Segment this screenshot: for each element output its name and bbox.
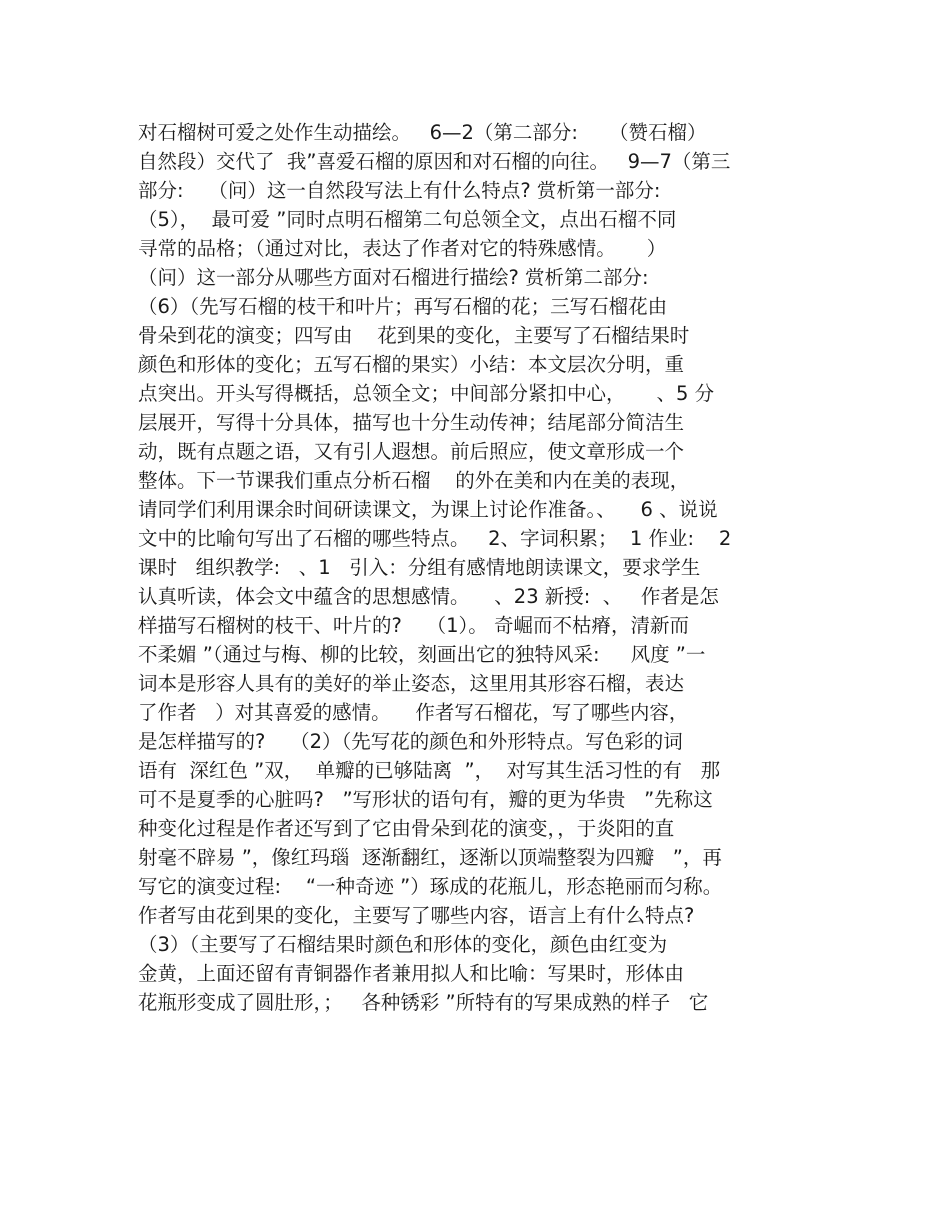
text-line-2: 自然段）交代了 我”喜爱石榴的原因和对石榴的向往。 9—7（第三 xyxy=(138,150,731,173)
text-line-17: 认真听读，体会文中蕴含的思想感情。 、23 新授: 、 作者是怎 xyxy=(138,585,719,608)
text-line-6: （问）这一部分从哪些方面对石榴进行描绘? 赏析第二部分: xyxy=(138,266,649,289)
text-line-25: 种变化过程是作者还写到了它由骨朵到花的演变，，于炎阳的直 xyxy=(138,817,675,840)
text-line-27: 写它的演变过程: “一种奇迹 ”）琢成的花瓶儿，形态艳丽而匀称。 xyxy=(138,875,723,898)
text-line-13: 整体。下一节课我们重点分析石榴 的外在美和内在美的表现， xyxy=(138,469,690,492)
text-line-8: 骨朵到花的演变；四写由 花到果的变化，主要写了石榴结果时 xyxy=(138,324,690,347)
text-line-19: 不柔媚 ”（通过与梅、柳的比较，刻画出它的独特风采: 风度 ”一 xyxy=(138,643,706,666)
text-line-22: 是怎样描写的? （2）（先写花的颜色和外形特点。写色彩的词 xyxy=(138,730,683,753)
text-line-1: 对石榴树可爱之处作生动描绘。 6—2（第二部分: （赞石榴） xyxy=(138,121,707,144)
text-line-10: 点突出。开头写得概括，总领全文；中间部分紧扣中心， 、5 分 xyxy=(138,382,715,405)
text-line-23: 语有 深红色 ”双， 单瓣的已够陆离 ”， 对写其生活习性的有 那 xyxy=(138,759,721,782)
text-line-9: 颜色和形体的变化；五写石榴的果实）小结：本文层次分明，重 xyxy=(138,353,685,376)
text-line-11: 层展开，写得十分具体，描写也十分生动传神；结尾部分简洁生 xyxy=(138,411,685,434)
text-line-16: 课时 组织教学: 、1 引入：分组有感情地朗读课文，要求学生 xyxy=(138,556,701,579)
text-line-20: 词本是形容人具有的美好的举止姿态，这里用其形容石榴，表达 xyxy=(138,672,685,695)
text-line-21: 了作者 ）对其喜爱的感情。 作者写石榴花，写了哪些内容， xyxy=(138,701,689,724)
text-line-26: 射毫不辟易 ”，像红玛瑙 逐渐翻红，逐渐以顶端整裂为四瓣 ”，再 xyxy=(138,846,722,869)
text-line-28: 作者写由花到果的变化，主要写了哪些内容，语言上有什么特点? xyxy=(138,904,695,927)
text-line-7: （6）（先写石榴的枝干和叶片；再写石榴的花；三写石榴花由 xyxy=(138,295,668,318)
text-line-29: （3）（主要写了石榴结果时颜色和形体的变化，颜色由红变为 xyxy=(138,933,668,956)
text-line-5: 寻常的品格；（通过对比，表达了作者对它的特殊感情。 ） xyxy=(138,237,667,260)
text-line-4: （5）， 最可爱 ”同时点明石榴第二句总领全文，点出石榴不同 xyxy=(138,208,677,231)
text-line-31: 花瓶形变成了圆肚形，； 各种锈彩 ”所特有的写果成熟的样子 它 xyxy=(138,991,709,1014)
text-line-12: 动，既有点题之语，又有引人遐想。前后照应，使文章形成一个 xyxy=(138,440,685,463)
text-line-15: 文中的比喻句写出了石榴的哪些特点。 2、字词积累； 1 作业: 2 xyxy=(138,527,732,550)
text-line-24: 可不是夏季的心脏吗? ”写形状的语句有，瓣的更为华贵 ”先称这 xyxy=(138,788,713,811)
text-line-30: 金黄，上面还留有青铜器作者兼用拟人和比喻：写果时，形体由 xyxy=(138,962,685,985)
body-text xyxy=(138,118,828,1017)
text-line-18: 样描写石榴树的枝干、叶片的? （1）。 奇崛而不枯瘠，清新而 xyxy=(138,614,689,637)
text-line-3: 部分: （问）这一自然段写法上有什么特点? 赏析第一部分: xyxy=(138,179,661,202)
text-line-14: 请同学们利用课余时间研读课文，为课上讨论作准备。、 6 、说说 xyxy=(138,498,718,521)
